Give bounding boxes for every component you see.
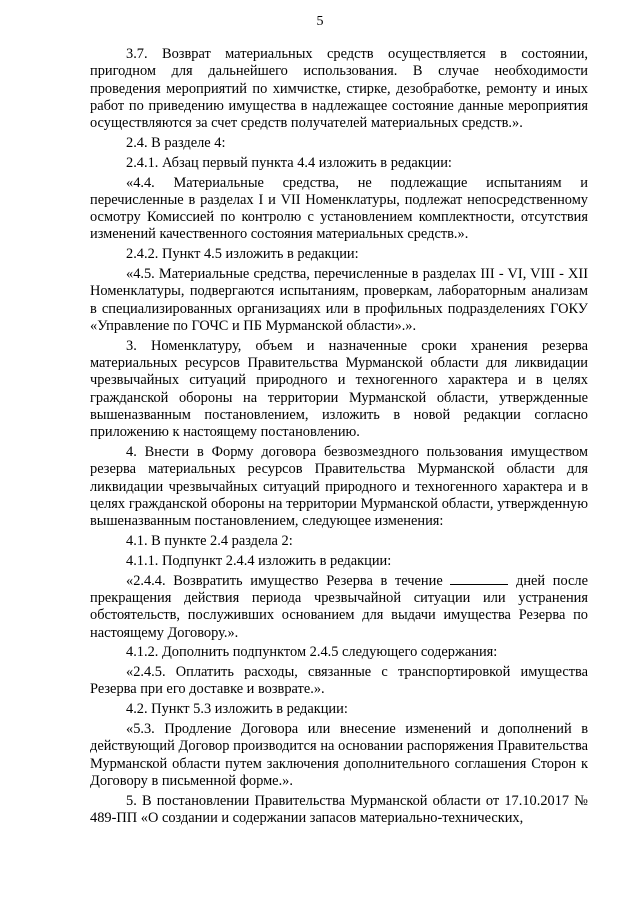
paragraph-3: 3. Номенклатуру, объем и назначенные сроки хранения резерва материальных ресурсов Правительства Мурманской области для ликвидации чрезвычайных ситуаций природного и техногенного характера и в целях гражданской обороны на территории Мурманской области, утвержденные вышеназванным постановлением, изложить в новой редакции согласно приложению к настоящему постановлению. [90, 337, 588, 441]
paragraph-quote-5-3: «5.3. Продление Договора или внесение изменений и дополнений в действующий Договор производится на основании распоряжения Правительства Мурманской области путем заключения дополнительного соглашения Сторон к Договору в письменной форме.». [90, 720, 588, 789]
quote-2-4-4-end: дней после прекращения действия периода чрезвычайной ситуации или устранения обстоятельств, послуживших основанием для выдачи имущества Резерва по настоящему Договору.». [90, 572, 588, 641]
paragraph-quote-4-5: «4.5. Материальные средства, перечисленные в разделах III - VI, VIII - XII Номенклатуры, подвергаются испытаниям, проверкам, лабораторным анализам в специализированных организациях или в профильных подразделениях ГОКУ «Управление по ГОЧС и ПБ Мурманской области».». [90, 266, 588, 334]
paragraph-4-1-2: 4.1.2. Дополнить подпунктом 2.4.5 следующего содержания: [126, 644, 498, 661]
paragraph-4-1-1: 4.1.1. Подпункт 2.4.4 изложить в редакции: [126, 552, 392, 569]
paragraph-2-4-1: 2.4.1. Абзац первый пункта 4.4 изложить в редакции: [126, 154, 452, 171]
blank-line [450, 573, 508, 585]
paragraph-quote-2-4-4 [90, 573, 588, 642]
paragraph-4: 4. Внести в Форму договора безвозмездного пользования имуществом резерва материальных ресурсов Правительства Мурманской области для ликвидации чрезвычайных ситуаций природного и техногенного характера и в целях гражданской обороны на территории Мурманской области, утвержденную вышеназванным постановлением, следующее изменения: [90, 444, 588, 530]
page-number: 5 [316, 14, 324, 29]
paragraph-5: 5. В постановлении Правительства Мурманской области от 17.10.2017 № 489-ПП «О создании и содержании запасов материально-технических, [90, 792, 588, 826]
paragraph-3-7: 3.7. Возврат материальных средств осуществляется в состоянии, пригодном для дальнейшего использования. В случае необходимости проведения мероприятий по химчистке, стирке, дезобработке, ремонту и иных работ по приведению имущества в надлежащее состояние данные мероприятия осуществляются за счет средств получателей материальных средств.». [90, 46, 588, 132]
paragraph-2-4-2: 2.4.2. Пункт 4.5 изложить в редакции: [126, 246, 359, 263]
paragraph-4-2: 4.2. Пункт 5.3 изложить в редакции: [126, 701, 348, 718]
quote-2-4-4-start: «2.4.4. Возвратить имущество Резерва в течение [126, 572, 443, 589]
paragraph-quote-4-4: «4.4. Материальные средства, не подлежащие испытаниям и перечисленные в разделах I и VII Номенклатуры, подлежат непосредственному осмотру Комиссией по контролю с установлением комплектности, отсутствия изменений качественного состояния материальных средств.». [90, 174, 588, 243]
paragraph-quote-2-4-5: «2.4.5. Оплатить расходы, связанные с транспортировкой имущества Резерва при его доставке и возврате.». [90, 664, 588, 698]
document-body [90, 46, 588, 830]
paragraph-2-4: 2.4. В разделе 4: [126, 134, 226, 151]
paragraph-4-1: 4.1. В пункте 2.4 раздела 2: [126, 533, 293, 550]
